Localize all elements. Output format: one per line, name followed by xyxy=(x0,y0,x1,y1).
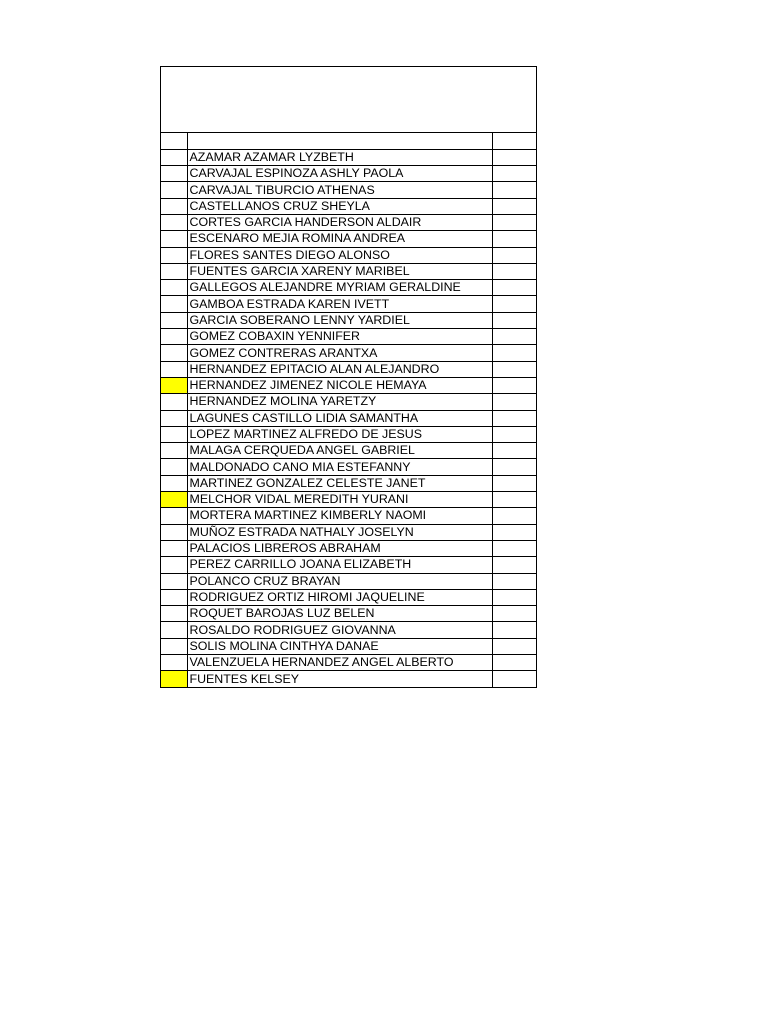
highlight-mark-cell xyxy=(161,377,187,393)
extra-cell xyxy=(492,263,536,279)
extra-cell xyxy=(492,589,536,605)
student-name-cell: HERNANDEZ JIMENEZ NICOLE HEMAYA xyxy=(187,377,492,393)
highlight-mark-cell xyxy=(161,492,187,508)
table-row xyxy=(161,329,536,345)
roster-table-body xyxy=(161,133,536,687)
student-name-cell: LAGUNES CASTILLO LIDIA SAMANTHA xyxy=(187,410,492,426)
student-name-cell: MALAGA CERQUEDA ANGEL GABRIEL xyxy=(187,443,492,459)
table-row xyxy=(161,557,536,573)
extra-cell xyxy=(492,638,536,654)
student-name-cell: ROQUET BAROJAS LUZ BELEN xyxy=(187,606,492,622)
extra-cell xyxy=(492,280,536,296)
table-row xyxy=(161,589,536,605)
title-block xyxy=(161,67,536,133)
extra-cell xyxy=(492,149,536,165)
student-name-cell: CARVAJAL TIBURCIO ATHENAS xyxy=(187,182,492,198)
student-name-cell: GARCIA SOBERANO LENNY YARDIEL xyxy=(187,312,492,328)
mark-cell xyxy=(161,182,187,198)
table-row xyxy=(161,231,536,247)
table-row xyxy=(161,655,536,671)
student-name-cell: CORTES GARCIA HANDERSON ALDAIR xyxy=(187,214,492,230)
table-row xyxy=(161,149,536,165)
student-name-cell: VALENZUELA HERNANDEZ ANGEL ALBERTO xyxy=(187,655,492,671)
roster-sheet xyxy=(160,66,537,688)
extra-cell xyxy=(492,459,536,475)
table-row xyxy=(161,443,536,459)
student-name-cell: MELCHOR VIDAL MEREDITH YURANI xyxy=(187,492,492,508)
table-row xyxy=(161,394,536,410)
table-row xyxy=(161,508,536,524)
mark-cell xyxy=(161,573,187,589)
table-row xyxy=(161,410,536,426)
table-row xyxy=(161,166,536,182)
table-row xyxy=(161,198,536,214)
extra-cell xyxy=(492,410,536,426)
mark-cell xyxy=(161,312,187,328)
student-name-cell: ESCENARO MEJIA ROMINA ANDREA xyxy=(187,231,492,247)
mark-cell xyxy=(161,410,187,426)
table-header-row xyxy=(161,133,536,149)
extra-cell xyxy=(492,671,536,687)
mark-cell xyxy=(161,638,187,654)
student-name-cell: FUENTES KELSEY xyxy=(187,671,492,687)
header-extra-cell xyxy=(492,133,536,149)
mark-cell xyxy=(161,149,187,165)
extra-cell xyxy=(492,296,536,312)
mark-cell xyxy=(161,557,187,573)
extra-cell xyxy=(492,540,536,556)
extra-cell xyxy=(492,182,536,198)
student-name-cell: FUENTES GARCIA XARENY MARIBEL xyxy=(187,263,492,279)
extra-cell xyxy=(492,606,536,622)
mark-cell xyxy=(161,655,187,671)
student-name-cell: MORTERA MARTINEZ KIMBERLY NAOMI xyxy=(187,508,492,524)
student-name-cell: MUÑOZ ESTRADA NATHALY JOSELYN xyxy=(187,524,492,540)
table-row xyxy=(161,540,536,556)
extra-cell xyxy=(492,443,536,459)
student-name-cell: HERNANDEZ MOLINA YARETZY xyxy=(187,394,492,410)
header-name-cell xyxy=(187,133,492,149)
mark-cell xyxy=(161,589,187,605)
mark-cell xyxy=(161,475,187,491)
mark-cell xyxy=(161,166,187,182)
mark-cell xyxy=(161,426,187,442)
table-row xyxy=(161,638,536,654)
extra-cell xyxy=(492,231,536,247)
student-name-cell: LOPEZ MARTINEZ ALFREDO DE JESUS xyxy=(187,426,492,442)
mark-cell xyxy=(161,198,187,214)
table-row xyxy=(161,345,536,361)
mark-cell xyxy=(161,443,187,459)
student-name-cell: RODRIGUEZ ORTIZ HIROMI JAQUELINE xyxy=(187,589,492,605)
extra-cell xyxy=(492,377,536,393)
student-name-cell: GOMEZ CONTRERAS ARANTXA xyxy=(187,345,492,361)
extra-cell xyxy=(492,622,536,638)
mark-cell xyxy=(161,394,187,410)
extra-cell xyxy=(492,166,536,182)
student-name-cell: FLORES SANTES DIEGO ALONSO xyxy=(187,247,492,263)
extra-cell xyxy=(492,655,536,671)
mark-cell xyxy=(161,329,187,345)
student-name-cell: CASTELLANOS CRUZ SHEYLA xyxy=(187,198,492,214)
table-row xyxy=(161,214,536,230)
mark-cell xyxy=(161,606,187,622)
student-name-cell: GOMEZ COBAXIN YENNIFER xyxy=(187,329,492,345)
table-row xyxy=(161,296,536,312)
mark-cell xyxy=(161,459,187,475)
mark-cell xyxy=(161,508,187,524)
extra-cell xyxy=(492,247,536,263)
student-name-cell: PALACIOS LIBREROS ABRAHAM xyxy=(187,540,492,556)
mark-cell xyxy=(161,231,187,247)
mark-cell xyxy=(161,247,187,263)
extra-cell xyxy=(492,524,536,540)
table-row xyxy=(161,182,536,198)
extra-cell xyxy=(492,361,536,377)
mark-cell xyxy=(161,263,187,279)
extra-cell xyxy=(492,345,536,361)
mark-cell xyxy=(161,622,187,638)
table-row xyxy=(161,524,536,540)
student-name-cell: GAMBOA ESTRADA KAREN IVETT xyxy=(187,296,492,312)
student-name-cell: AZAMAR AZAMAR LYZBETH xyxy=(187,149,492,165)
student-name-cell: PEREZ CARRILLO JOANA ELIZABETH xyxy=(187,557,492,573)
student-name-cell: HERNANDEZ EPITACIO ALAN ALEJANDRO xyxy=(187,361,492,377)
extra-cell xyxy=(492,394,536,410)
extra-cell xyxy=(492,475,536,491)
mark-cell xyxy=(161,361,187,377)
table-row xyxy=(161,280,536,296)
mark-cell xyxy=(161,280,187,296)
extra-cell xyxy=(492,312,536,328)
extra-cell xyxy=(492,492,536,508)
table-row xyxy=(161,573,536,589)
table-row xyxy=(161,377,536,393)
student-name-cell: CARVAJAL ESPINOZA ASHLY PAOLA xyxy=(187,166,492,182)
mark-cell xyxy=(161,540,187,556)
extra-cell xyxy=(492,329,536,345)
student-name-cell: ROSALDO RODRIGUEZ GIOVANNA xyxy=(187,622,492,638)
table-row xyxy=(161,475,536,491)
table-row xyxy=(161,459,536,475)
header-mark-cell xyxy=(161,133,187,149)
table-row xyxy=(161,492,536,508)
mark-cell xyxy=(161,524,187,540)
roster-table xyxy=(161,133,536,687)
extra-cell xyxy=(492,426,536,442)
highlight-mark-cell xyxy=(161,671,187,687)
table-row xyxy=(161,426,536,442)
table-row xyxy=(161,247,536,263)
student-name-cell: MALDONADO CANO MIA ESTEFANNY xyxy=(187,459,492,475)
extra-cell xyxy=(492,198,536,214)
mark-cell xyxy=(161,214,187,230)
table-row xyxy=(161,606,536,622)
table-row xyxy=(161,312,536,328)
student-name-cell: POLANCO CRUZ BRAYAN xyxy=(187,573,492,589)
student-name-cell: MARTINEZ GONZALEZ CELESTE JANET xyxy=(187,475,492,491)
table-row xyxy=(161,263,536,279)
extra-cell xyxy=(492,573,536,589)
table-row xyxy=(161,361,536,377)
student-name-cell: SOLIS MOLINA CINTHYA DANAE xyxy=(187,638,492,654)
extra-cell xyxy=(492,214,536,230)
extra-cell xyxy=(492,508,536,524)
extra-cell xyxy=(492,557,536,573)
mark-cell xyxy=(161,296,187,312)
mark-cell xyxy=(161,345,187,361)
table-row xyxy=(161,671,536,687)
table-row xyxy=(161,622,536,638)
student-name-cell: GALLEGOS ALEJANDRE MYRIAM GERALDINE xyxy=(187,280,492,296)
